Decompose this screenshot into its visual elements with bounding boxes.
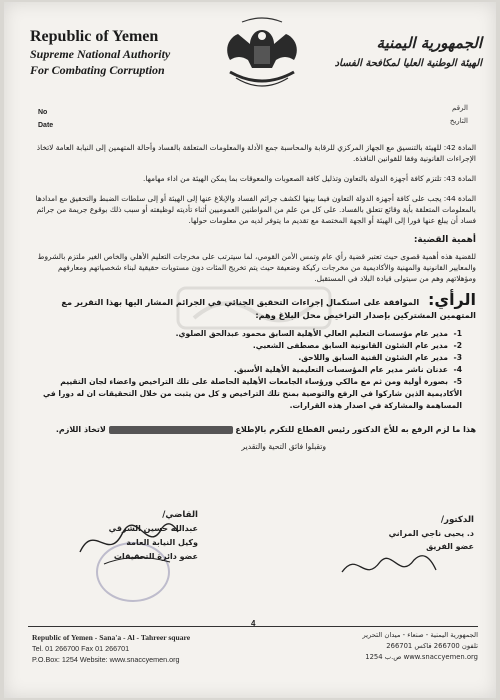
article-43: المادة 43: تلتزم كافة أجهزة الدولة بالتعاون وتذليل كافة الصعوبات والمعوقات بما يمكن الهيئة من اداء مهامها. [143,174,476,183]
reference-block-ar [450,102,468,128]
yemen-emblem-icon [216,16,308,94]
letterhead-english [30,28,220,78]
redaction-bar [109,426,233,434]
letterhead-en-line2: Supreme National Authority [30,47,171,61]
list-item: 4-عدنان ناشر مدير عام المؤسسات التعليمية الأهلية الأسبق. [233,365,462,374]
signer-name: عبدالله حسين الشرقي [108,524,198,533]
number-label-ar: الرقم [452,104,468,112]
document-page [4,2,496,698]
importance-text: للقضية هذه أهمية قصوى حيث تعتبر قضية رأي عام وتمس الأمن القومي، لما سيترتب على مخرجات التعليم الأهلي والخاص الغير ملتزم بالشروط والمعايير القانونية والمهنية والأكاديمية من مخرجات ركيكة وضعيفة حيث يتم تخريج المئات دون مستويات حقيقية لبناء شخصياتهم ومعارفهم ومؤهلاتهم وهم من سيتولى قيادة البلاد في المستقبل. [37,252,476,283]
reference-block-en [38,106,53,132]
signer-title: القاضي/ [162,510,198,520]
opinion-heading: الرأي: [428,290,476,309]
list-item: 2-مدير عام الشئون القانونية السابق مصطفى الشعبي. [252,341,462,350]
letterhead-en-line1: Republic of Yemen [30,28,159,45]
letterhead-ar-line1: الجمهورية اليمنية [376,34,482,52]
signer-name: د. يحيى ناجي المراني [388,529,474,538]
letterhead-en-line3: For Combating Corruption [30,63,165,77]
date-label-ar: التاريخ [449,117,468,125]
footer-phone: Tel. 01 266700 Fax 01 266701 [32,644,130,653]
footer-english [32,632,292,665]
article-44: المادة 44: يجب على كافة أجهزة الدولة التعاون فيما بينها لكشف جرائم الفساد والإبلاغ عنها إلى الهيئة أو إلى سلطات الضبط والتحقيق مع امدادها بالمعلومات المتعلقة بأية وقائع تتعلق بالفساد. على كل من علم من المواطنين العموميين أثناء تأديته لوظيفته أو سبب ذلك بوقوع جريمة من جرائم فساد أن يبلغ عنها فورا إلى الهيئة أو الجهة المختصة مع تقديم ما يتوفر لديه من معلومات حولها. [35,194,476,225]
footer-arabic [278,630,478,663]
final-statement-text: هذا ما لزم الرفع به للأخ الدكتور رئيس القطاع للتكرم بالإطلاع [235,425,476,434]
footer-website-ar: www.snaccyemen.org ص.ب 1254 [365,653,478,661]
final-statement-end: لاتخاذ اللازم. [55,425,106,434]
footer-divider [28,626,478,627]
list-item: 1-مدير عام مؤسسات التعليم العالي الأهلية السابق محمود عبدالحق الصلوي. [175,329,462,338]
closing-greeting: وتقبلوا فائق التحية والتقدير [241,442,326,451]
list-item: 5-بصورة أولية ومن ثم مع مالكي ورؤساء الجامعات الأهلية الحاصلة على تلك التراخيص واعضاء لجان التقييم الأكاديمية الذين شاركوا في الرفع والتوصية بمنح تلك التراخيص و كل من يثبت من خلال التحقيقات ان له دورا في المساهمة والمشاركة في اصدار هذه القرارات. [43,377,462,410]
list-item: 3-مدير عام الشئون الفنية السابق واللاحق. [298,353,462,362]
signature-scribble-icon [74,512,184,572]
importance-heading: أهمية القضية: [413,235,476,245]
letterhead-ar-line2: الهيئة الوطنية العليا لمكافحة الفساد [334,58,482,69]
footer-address-ar: الجمهورية اليمنية - صنعاء - ميدان التحرير [362,631,478,639]
footer-phone-ar: تلفون 266700 فاكس 266701 [386,642,478,650]
footer-pobox-website: P.O.Box: 1254 Website: www.snaccyemen.org [32,655,180,664]
signer-role: وكيل النيابة العامة [126,538,198,547]
footer-address: Republic of Yemen - Sana'a - Al - Tahreer square [32,633,191,642]
number-label: No [38,109,48,116]
accused-list [30,328,476,412]
page-number: 4 [251,619,256,628]
opinion-block [30,290,476,322]
date-label: Date [38,122,54,129]
signer-role: عضو دائرة التحقيقات [113,552,198,561]
document-body [30,142,476,451]
opinion-text: الموافقة على استكمال إجراءات التحقيق الجنائي في الجرائم المشار اليها بهذا التقرير مع المتهمين المشتركين بإصدار التراخيص محل البلاغ وهم: [61,297,476,320]
signer-role: عضو الفريق [426,542,474,551]
signer-title: الدكتور/ [440,515,474,525]
signature-scribble-icon [334,542,444,592]
article-42: المادة 42: للهيئة بالتنسيق مع الجهاز المركزي للرقابة والمحاسبة جمع الأدلة والمعلومات المتعلقة بالفساد وأحالة المتهمين إلى النيابة العامة لاتخاذ الإجراءات القانونية وفقا للقوانين النافذة. [36,143,476,163]
final-statement [30,424,476,436]
letterhead-arabic [297,34,482,69]
